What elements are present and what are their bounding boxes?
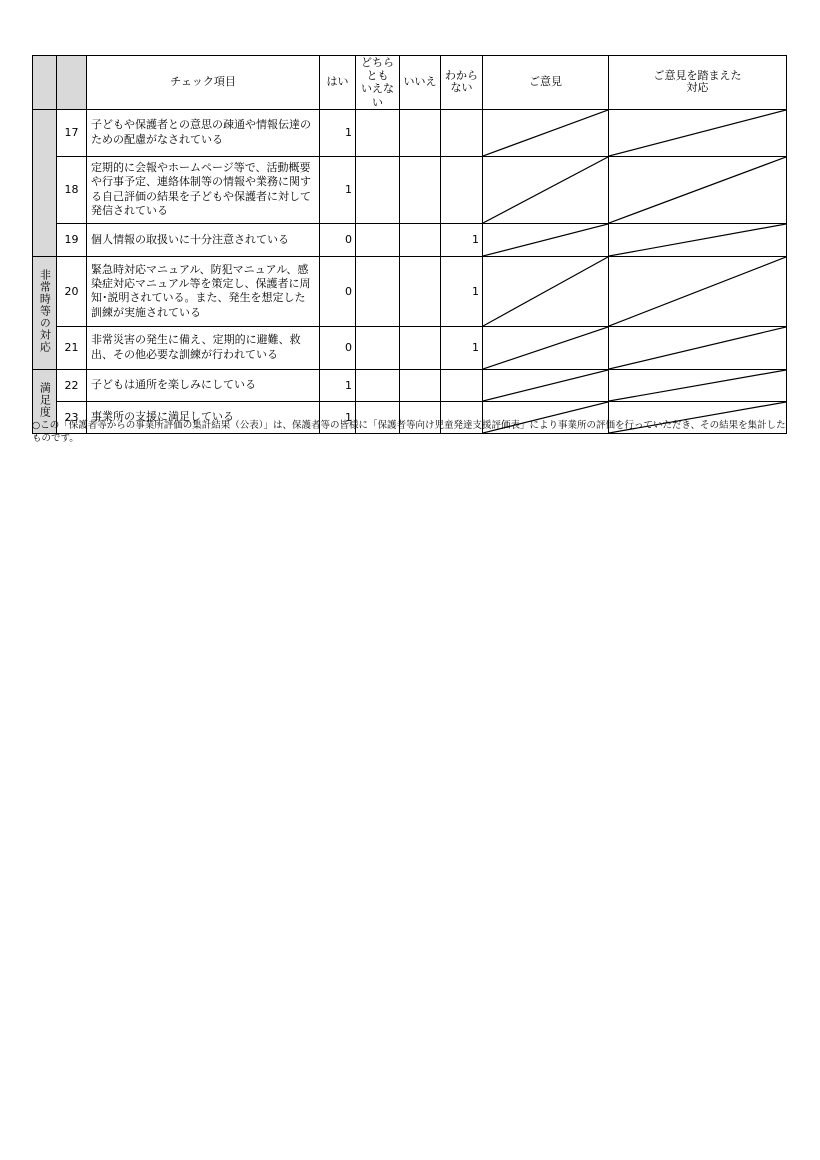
header-opinion: ご意見 — [483, 56, 609, 110]
opinion-cell-slashed — [483, 256, 609, 326]
opinion-cell-slashed — [483, 156, 609, 223]
opinion-cell-slashed — [483, 109, 609, 156]
check-item-text: 定期的に会報やホームページ等で、活動概要や行事予定、連絡体制等の情報や業務に関する自己評価の結果を子どもや保護者に対して発信されている — [87, 156, 320, 223]
header-neither — [356, 56, 400, 110]
unknown-count — [441, 369, 483, 401]
check-item-text: 事業所の支援に満足している — [87, 401, 320, 433]
header-unknown-label: わから ない — [445, 69, 478, 95]
no-count — [400, 109, 441, 156]
evaluation-table — [32, 55, 787, 434]
response-cell-slashed — [609, 223, 787, 256]
unknown-count: 1 — [441, 223, 483, 256]
check-item-text: 非常災害の発生に備え、定期的に避難、救出、その他必要な訓練が行われている — [87, 326, 320, 369]
neither-count — [356, 326, 400, 369]
yes-count: 1 — [320, 369, 356, 401]
check-item-text: 緊急時対応マニュアル、防犯マニュアル、感染症対応マニュアル等を策定し、保護者に周知･説明されている。また、発生を想定した訓練が実施されている — [87, 256, 320, 326]
no-count — [400, 256, 441, 326]
row-number: 23 — [57, 401, 87, 433]
table-row — [33, 223, 787, 256]
unknown-count: 1 — [441, 326, 483, 369]
unknown-count: 1 — [441, 256, 483, 326]
response-cell-slashed — [609, 369, 787, 401]
header-row — [33, 56, 787, 110]
row-number: 18 — [57, 156, 87, 223]
yes-count: 0 — [320, 223, 356, 256]
table-row — [33, 326, 787, 369]
category-cell-blank — [33, 109, 57, 256]
row-number: 19 — [57, 223, 87, 256]
header-category-cell — [33, 56, 57, 110]
row-number: 17 — [57, 109, 87, 156]
neither-count — [356, 109, 400, 156]
no-count — [400, 369, 441, 401]
response-cell-slashed — [609, 326, 787, 369]
row-number: 20 — [57, 256, 87, 326]
neither-count — [356, 156, 400, 223]
header-no: いいえ — [400, 56, 441, 110]
response-cell-slashed — [609, 156, 787, 223]
header-response — [609, 56, 787, 110]
check-item-text: 子どもは通所を楽しみにしている — [87, 369, 320, 401]
check-item-text: 子どもや保護者との意思の疎通や情報伝達のための配慮がなされている — [87, 109, 320, 156]
header-neither-label: どちらとも いえない — [361, 56, 394, 109]
response-cell-slashed — [609, 109, 787, 156]
category-emergency-label: 非常時等の対応 — [38, 269, 52, 354]
category-emergency — [33, 256, 57, 369]
response-cell-slashed — [609, 256, 787, 326]
unknown-count — [441, 156, 483, 223]
opinion-cell-slashed — [483, 326, 609, 369]
opinion-cell-slashed — [483, 223, 609, 256]
yes-count: 1 — [320, 401, 356, 433]
yes-count: 1 — [320, 156, 356, 223]
row-number: 21 — [57, 326, 87, 369]
category-satisfaction-label: 満足度 — [38, 381, 52, 418]
row-number: 22 — [57, 369, 87, 401]
neither-count — [356, 256, 400, 326]
yes-count: 0 — [320, 256, 356, 326]
table-row — [33, 256, 787, 326]
header-check-item: チェック項目 — [87, 56, 320, 110]
no-count — [400, 223, 441, 256]
header-response-label: ご意見を踏まえた 対応 — [653, 69, 742, 95]
header-unknown — [441, 56, 483, 110]
neither-count — [356, 223, 400, 256]
no-count — [400, 156, 441, 223]
no-count — [400, 326, 441, 369]
header-number-cell — [57, 56, 87, 110]
yes-count: 1 — [320, 109, 356, 156]
neither-count — [356, 369, 400, 401]
check-item-text: 個人情報の取扱いに十分注意されている — [87, 223, 320, 256]
yes-count: 0 — [320, 326, 356, 369]
footnote: ○この「保護者等からの事業所評価の集計結果（公表）」は、保護者等の皆様に「保護者等向け児童発達支援評価表」により事業所の評価を行っていただき、その結果を集計したものです。 — [32, 420, 786, 444]
opinion-cell-slashed — [483, 369, 609, 401]
unknown-count — [441, 109, 483, 156]
table-row — [33, 156, 787, 223]
table-row — [33, 109, 787, 156]
table-row — [33, 369, 787, 401]
header-yes: はい — [320, 56, 356, 110]
